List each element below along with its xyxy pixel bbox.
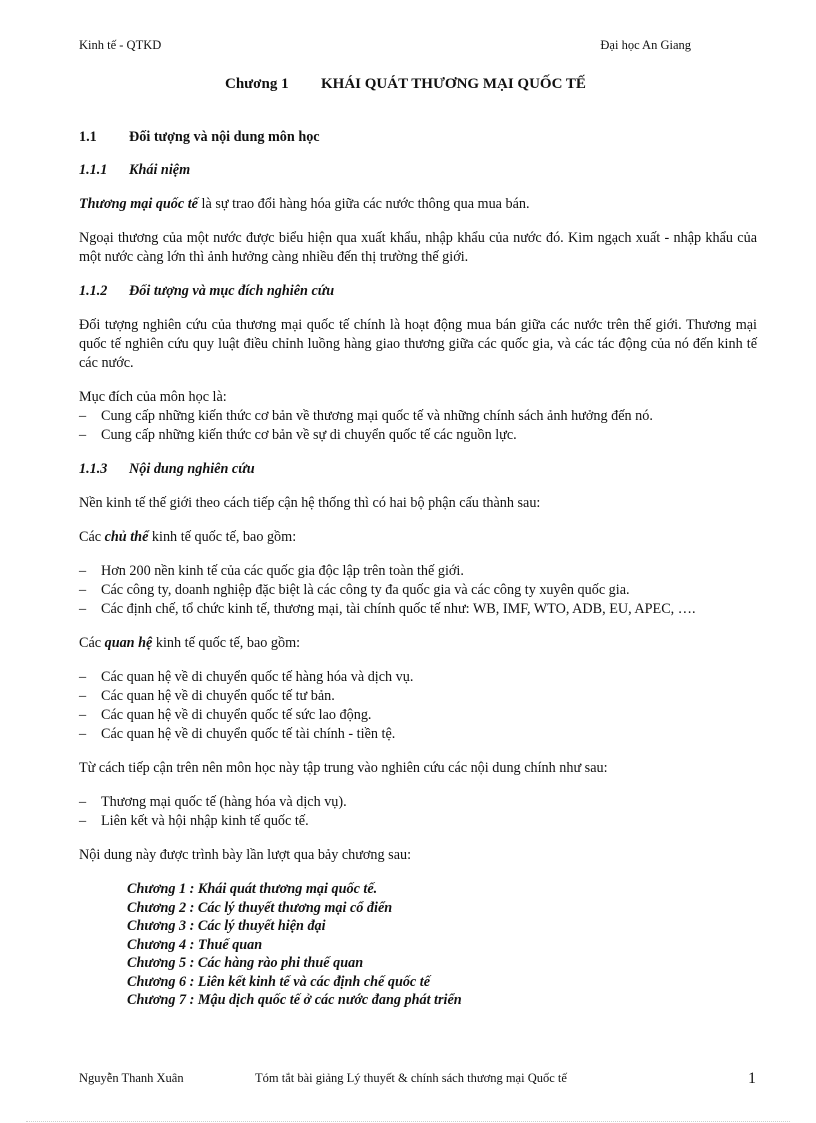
chapter-heading [225, 76, 586, 93]
text-fragment: kinh tế quốc tế, bao gồm: [148, 529, 297, 545]
list-item: – Liên kết và hội nhập kinh tế quốc tế. [79, 812, 757, 831]
subjects-term: chủ thể [104, 529, 149, 545]
section-number: 1.1.3 [79, 461, 108, 477]
purpose-list [79, 407, 757, 445]
chapter-item: Chương 3 : Các lý thuyết hiện đại [127, 918, 326, 934]
text-fragment: Các [79, 635, 105, 651]
list-item: – Các quan hệ về di chuyển quốc tế sức lao động. [79, 706, 757, 725]
list-item: – Các công ty, doanh nghiệp đặc biệt là các công ty đa quốc gia và các công ty xuyên quốc gia. [79, 581, 757, 600]
research-object-paragraph: Đối tượng nghiên cứu của thương mại quốc tế chính là hoạt động mua bán giữa các nước trên thế giới. Thương mại quốc tế nghiên cứu quy luật điều chỉnh luồng hàng giao thương giữa các quốc gia, và các tác động của nó đến kinh tế các nước. [79, 317, 757, 371]
section-number: 1.1 [79, 129, 97, 145]
subjects-list [79, 562, 757, 619]
section-1-1-1-heading [79, 161, 757, 180]
section-1-1-2-heading [79, 282, 757, 301]
chapter-list [127, 880, 757, 1010]
page-number: 1 [748, 1070, 756, 1087]
list-item: – Các quan hệ về di chuyển quốc tế tài chính - tiền tệ. [79, 725, 757, 744]
section-title: Đối tượng và nội dung môn học [129, 129, 320, 145]
section-title: Đối tượng và mục đích nghiên cứu [129, 283, 335, 299]
focus-list [79, 793, 757, 831]
chapters-intro: Nội dung này được trình bày lần lượt qua bảy chương sau: [79, 847, 412, 863]
focus-intro: Từ cách tiếp cận trên nên môn học này tập trung vào nghiên cứu các nội dung chính như sau: [79, 760, 608, 776]
subjects-intro [79, 528, 757, 547]
definition-term: Thương mại quốc tế [79, 196, 198, 212]
page-bottom-divider [26, 1121, 790, 1122]
main-content [79, 128, 757, 1010]
footer-author: Nguyễn Thanh Xuân [79, 1071, 184, 1085]
footer-course: Tóm tắt bài giảng Lý thuyết & chính sách thương mại Quốc tế [255, 1071, 567, 1085]
definition-text: là sự trao đổi hàng hóa giữa các nước thông qua mua bán. [197, 196, 530, 212]
chapter-title: KHÁI QUÁT THƯƠNG MẠI QUỐC TẾ [321, 76, 586, 92]
list-item: – Cung cấp những kiến thức cơ bản về sự di chuyển quốc tế các nguồn lực. [79, 426, 757, 445]
list-item: – Cung cấp những kiến thức cơ bản về thương mại quốc tế và những chính sách ảnh hưởng đến nó. [79, 407, 757, 426]
text-fragment: Các [79, 529, 105, 545]
relations-term: quan hệ [104, 635, 153, 651]
definition-paragraph [79, 195, 757, 214]
chapter-item: Chương 2 : Các lý thuyết thương mại cổ điển [127, 899, 393, 916]
chapter-number: Chương 1 [225, 76, 289, 92]
chapter-item: Chương 6 : Liên kết kinh tế và các định chế quốc tế [127, 973, 431, 990]
chapter-item: Chương 1 : Khái quát thương mại quốc tế. [127, 881, 378, 897]
chapter-item: Chương 4 : Thuế quan [127, 936, 263, 953]
section-1-1-3-heading [79, 460, 757, 479]
section-number: 1.1.1 [79, 162, 108, 178]
list-item: – Các định chế, tổ chức kinh tế, thương mại, tài chính quốc tế như: WB, IMF, WTO, ADB, EU, APEC, …. [79, 600, 757, 619]
relations-intro [79, 634, 757, 653]
section-1-1-heading [79, 128, 757, 147]
header-faculty: Kinh tế - QTKD [79, 38, 162, 52]
purpose-intro: Mục đích của môn học là: [79, 389, 227, 405]
world-economy-paragraph: Nền kinh tế thế giới theo cách tiếp cận hệ thống thì có hai bộ phận cấu thành sau: [79, 495, 541, 511]
list-item: – Hơn 200 nền kinh tế của các quốc gia độc lập trên toàn thế giới. [79, 562, 757, 581]
chapter-item: Chương 5 : Các hàng rào phi thuế quan [127, 955, 364, 971]
foreign-trade-paragraph: Ngoại thương của một nước được biểu hiện qua xuất khẩu, nhập khẩu của nước đó. Kim ngạch xuất - nhập khẩu của một nước càng lớn thì ảnh hưởng càng nhiều đến thị trường thế giới. [79, 230, 757, 265]
chapter-item: Chương 7 : Mậu dịch quốc tế ở các nước đang phát triển [127, 992, 462, 1008]
text-fragment: kinh tế quốc tế, bao gồm: [152, 635, 301, 651]
section-title: Khái niệm [129, 162, 191, 178]
list-item: – Thương mại quốc tế (hàng hóa và dịch vụ). [79, 793, 757, 812]
section-title: Nội dung nghiên cứu [129, 461, 255, 477]
section-number: 1.1.2 [79, 283, 108, 299]
relations-list [79, 668, 757, 744]
header-university: Đại học An Giang [600, 38, 691, 52]
list-item: – Các quan hệ về di chuyển quốc tế hàng hóa và dịch vụ. [79, 668, 757, 687]
list-item: – Các quan hệ về di chuyển quốc tế tư bản. [79, 687, 757, 706]
